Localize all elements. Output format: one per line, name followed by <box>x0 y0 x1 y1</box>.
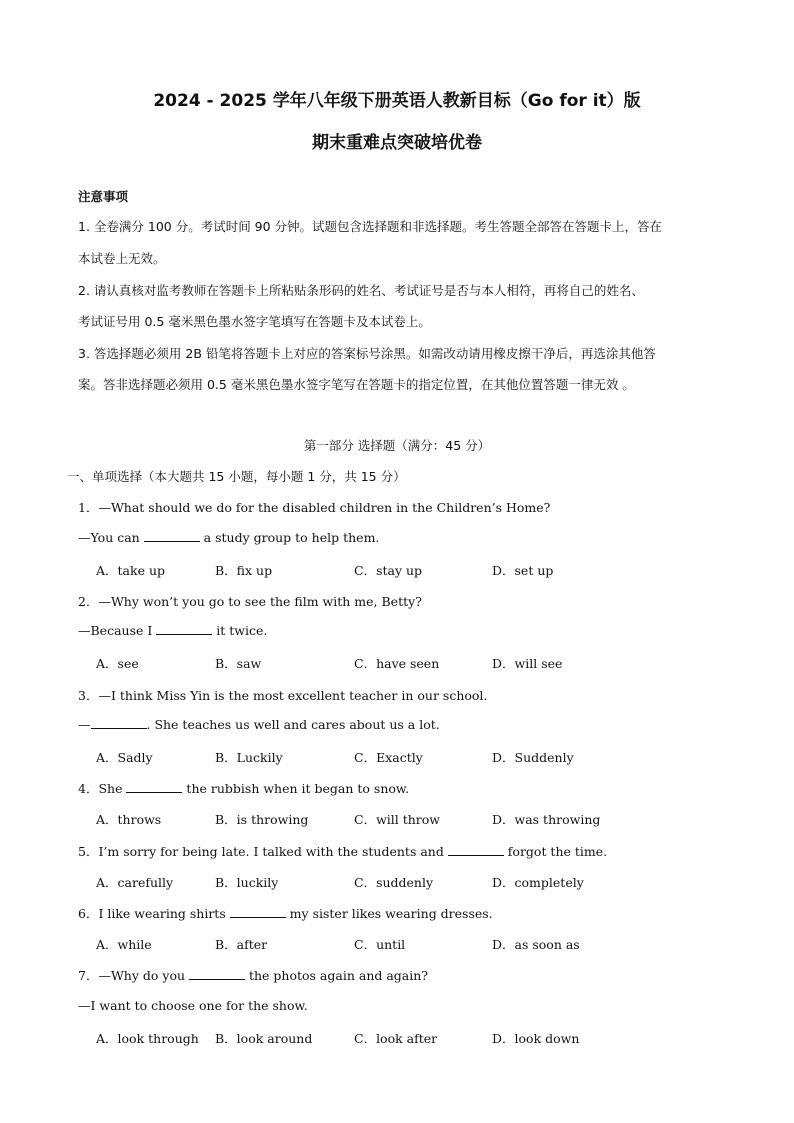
answer-option: B．luckily <box>215 875 279 890</box>
answer-option: A．while <box>96 937 152 952</box>
question-line <box>78 966 428 984</box>
answer-option: A．carefully <box>96 875 174 890</box>
question-text: forgot the time. <box>503 844 608 859</box>
question-text: . She teaches us well and cares about us a lot. <box>146 717 440 732</box>
question-line <box>78 592 422 610</box>
answer-option: B．saw <box>215 656 262 671</box>
answer-option: B．is throwing <box>215 812 309 827</box>
question-text: 7．—Why do you <box>78 968 189 983</box>
answer-blank <box>189 968 245 980</box>
answer-option: A．take up <box>96 563 166 578</box>
answer-option: B．after <box>215 937 268 952</box>
answer-option: A．see <box>96 656 139 671</box>
question-text: 4．She <box>78 781 127 796</box>
question-line <box>78 498 550 516</box>
exam-title: 2024 - 2025 学年八年级下册英语人教新目标（Go for it）版 <box>153 91 641 111</box>
part-title: 一、单项选择（本大题共 15 小题，每小题 1 分，共 15 分） <box>67 469 406 484</box>
question-line <box>78 717 440 732</box>
answer-option: D．as soon as <box>492 937 580 952</box>
question-text: the rubbish when it began to snow. <box>182 781 410 796</box>
question-line <box>78 842 607 860</box>
answer-option: D．look down <box>492 1031 580 1046</box>
answer-option: D．was throwing <box>492 812 601 827</box>
answer-option: C．until <box>354 937 406 952</box>
question-text: a study group to help them. <box>199 530 380 545</box>
question-text: 5．I’m sorry for being late. I talked with the students and <box>78 844 448 859</box>
notice-line: 1. 全卷满分 100 分。考试时间 90 分钟。试题包含选择题和非选择题。考生答题全部答在答题卡上，答在 <box>78 219 663 234</box>
answer-blank <box>230 906 286 918</box>
exam-subtitle: 期末重难点突破培优卷 <box>312 133 482 153</box>
question-text: —Because I <box>78 623 157 638</box>
question-text: 2．—Why won’t you go to see the film with me, Betty? <box>78 594 422 609</box>
question-line <box>78 904 493 922</box>
answer-option: C．will throw <box>354 812 441 827</box>
question-line <box>78 998 308 1013</box>
notice-line: 案。答非选择题必须用 0.5 毫米黑色墨水签字笔写在答题卡的指定位置，在其他位置答题一律无效 。 <box>78 377 635 392</box>
answer-blank <box>448 844 504 856</box>
question-text: it twice. <box>212 623 268 638</box>
answer-option: D．completely <box>492 875 584 890</box>
notice-line: 考试证号用 0.5 毫米黑色墨水签字笔填写在答题卡及本试卷上。 <box>78 314 431 329</box>
answer-option: C．have seen <box>354 656 440 671</box>
question-text: the photos again and again? <box>245 968 428 983</box>
answer-option: D．set up <box>492 563 554 578</box>
answer-option: B．Luckily <box>215 750 283 765</box>
answer-option: C．stay up <box>354 563 423 578</box>
question-line <box>78 623 267 638</box>
question-text: —I want to choose one for the show. <box>78 998 308 1013</box>
answer-option: B．fix up <box>215 563 273 578</box>
question-text: 3．—I think Miss Yin is the most excellent teacher in our school. <box>78 688 488 703</box>
answer-option: A．Sadly <box>96 750 153 765</box>
answer-blank <box>144 530 200 542</box>
question-text: 1．—What should we do for the disabled children in the Children’s Home? <box>78 500 551 515</box>
question-text: my sister likes wearing dresses. <box>285 906 493 921</box>
question-text: — <box>78 717 91 732</box>
question-line <box>78 530 379 545</box>
question-text: 6．I like wearing shirts <box>78 906 230 921</box>
answer-option: A．throws <box>96 812 162 827</box>
question-line <box>78 686 487 704</box>
answer-option: C．Exactly <box>354 750 423 765</box>
answer-option: B．look around <box>215 1031 313 1046</box>
notice-line: 2. 请认真核对监考教师在答题卡上所粘贴条形码的姓名、考试证号是否与本人相符，再将自己的姓名、 <box>78 283 644 298</box>
notice-heading: 注意事项 <box>78 189 129 204</box>
answer-option: A．look through <box>96 1031 199 1046</box>
notice-line: 本试卷上无效。 <box>78 251 166 266</box>
answer-option: D．Suddenly <box>492 750 574 765</box>
section-title: 第一部分 选择题（满分：45 分） <box>303 438 491 453</box>
answer-blank <box>156 623 212 635</box>
notice-line: 3. 答选择题必须用 2B 铅笔将答题卡上对应的答案标号涂黑。如需改动请用橡皮擦干净后，再选涂其他答 <box>78 346 656 361</box>
answer-blank <box>91 717 147 729</box>
question-line <box>78 779 409 797</box>
answer-option: C．suddenly <box>354 875 434 890</box>
question-text: —You can <box>78 530 144 545</box>
answer-option: C．look after <box>354 1031 438 1046</box>
answer-option: D．will see <box>492 656 563 671</box>
answer-blank <box>126 781 182 793</box>
